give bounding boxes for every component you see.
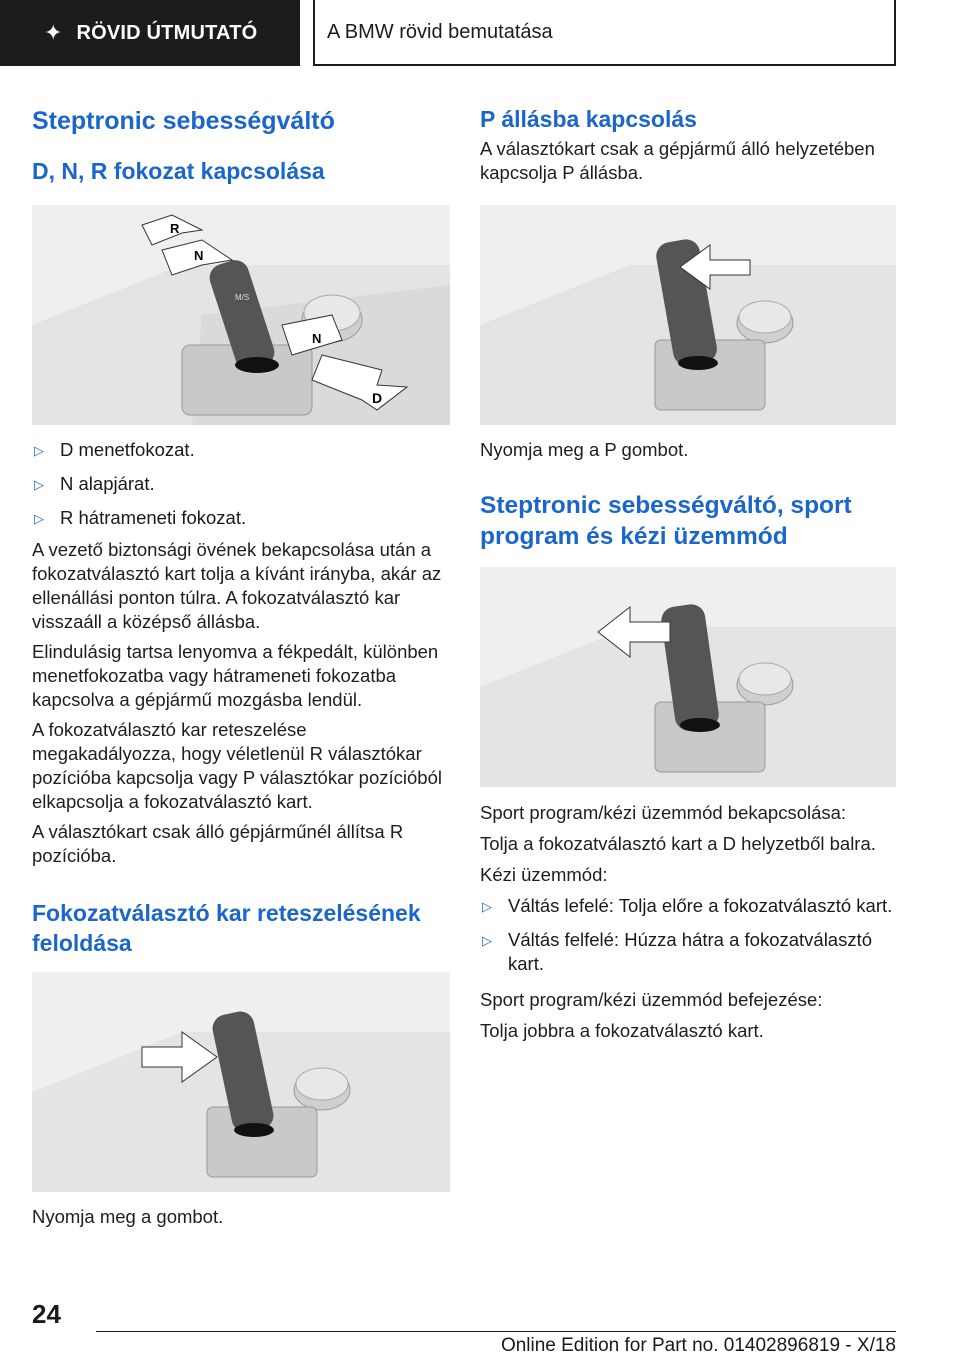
paragraph: Tolja a fokozatválasztó kart a D helyzetből balra. (480, 833, 876, 854)
gear-selector-drn-illustration (32, 205, 450, 425)
manual-label: M/S (235, 293, 250, 302)
d-label: D (372, 390, 383, 406)
manual-shift-list (480, 894, 900, 976)
footer-divider (96, 1331, 896, 1332)
chapter-header (313, 0, 896, 66)
n-label-bottom: N (312, 331, 322, 346)
paragraph: A vezető biztonsági övének bekapcsolása után a fokozatválasztó kart tolja a kívánt irányba, akár az ellenállási ponton túlra. A fokozatválasztó kar visszaáll a középső állásba. (32, 539, 442, 632)
list-item: ▷ Váltás felfelé: Húzza hátra a fokozatválasztó kart. (482, 929, 873, 974)
gear-position-list (32, 438, 450, 531)
page-number: 24 (32, 1299, 61, 1329)
paragraph: Kézi üzemmód: (480, 864, 608, 885)
gear-selector-unlock-illustration (32, 972, 450, 1192)
edition-note: Online Edition for Part no. 01402896819 - X/18 (500, 1335, 896, 1356)
paragraph: Elindulásig tartsa lenyomva a fékpedált, különben menetfokozatba vagy hátrameneti fokozatba kapcsolva a gépjármű mozgásba lendül. (32, 641, 439, 710)
r-label: R (170, 221, 180, 236)
triangle-bullet-icon: ▷ (34, 443, 44, 458)
paragraph: A fokozatválasztó kar reteszelése megakadályozza, hogy véletlenül R választókar pozícióba kapcsolja vagy P választókar pozícióból elkapcsolja a fokozatválasztó kart. (32, 719, 442, 812)
section-tab[interactable] (0, 0, 300, 66)
paragraph: A választókart csak álló gépjárműnél állítsa R pozícióba. (32, 821, 404, 866)
n-label-top: N (194, 248, 204, 263)
sport-mode-illustration (480, 567, 896, 787)
subsection-title-park: P állásba kapcsolás (480, 106, 697, 132)
caption: Nyomja meg a gombot. (32, 1206, 224, 1227)
section-title-sport: Steptronic sebességváltó, sport program és kézi üzemmód (480, 492, 852, 550)
section-label: RÖVID ÚTMUTATÓ (76, 21, 258, 44)
list-item: ▷ D menetfokozat. (32, 438, 450, 463)
paragraph: Sport program/kézi üzemmód befejezése: (480, 989, 823, 1010)
triangle-bullet-icon: ▷ (482, 899, 492, 914)
subsection-title-unlock: Fokozatválasztó kar reteszelésének feloldása (32, 900, 421, 956)
triangle-bullet-icon: ▷ (482, 933, 492, 948)
paragraph: A választókart csak a gépjármű álló helyzetében kapcsolja P állásba. (480, 138, 875, 183)
quick-guide-icon: ✦ (44, 20, 63, 45)
chapter-title: A BMW rövid bemutatása (327, 20, 553, 43)
park-button-illustration (480, 205, 896, 425)
paragraph: Sport program/kézi üzemmód bekapcsolása: (480, 802, 847, 823)
list-item: ▷ Váltás lefelé: Tolja előre a fokozatválasztó kart. (480, 894, 900, 919)
left-column (32, 96, 450, 1229)
caption: Nyomja meg a P gombot. (480, 439, 689, 460)
right-column (480, 96, 900, 1043)
triangle-bullet-icon: ▷ (34, 511, 44, 526)
section-title: Steptronic sebességváltó (32, 107, 335, 135)
list-item: ▷ N alapjárat. (32, 472, 450, 497)
paragraph: Tolja jobbra a fokozatválasztó kart. (480, 1020, 764, 1041)
subsection-title-drn: D, N, R fokozat kapcsolása (32, 158, 325, 184)
list-item: ▷ R hátrameneti fokozat. (32, 506, 450, 531)
triangle-bullet-icon: ▷ (34, 477, 44, 492)
